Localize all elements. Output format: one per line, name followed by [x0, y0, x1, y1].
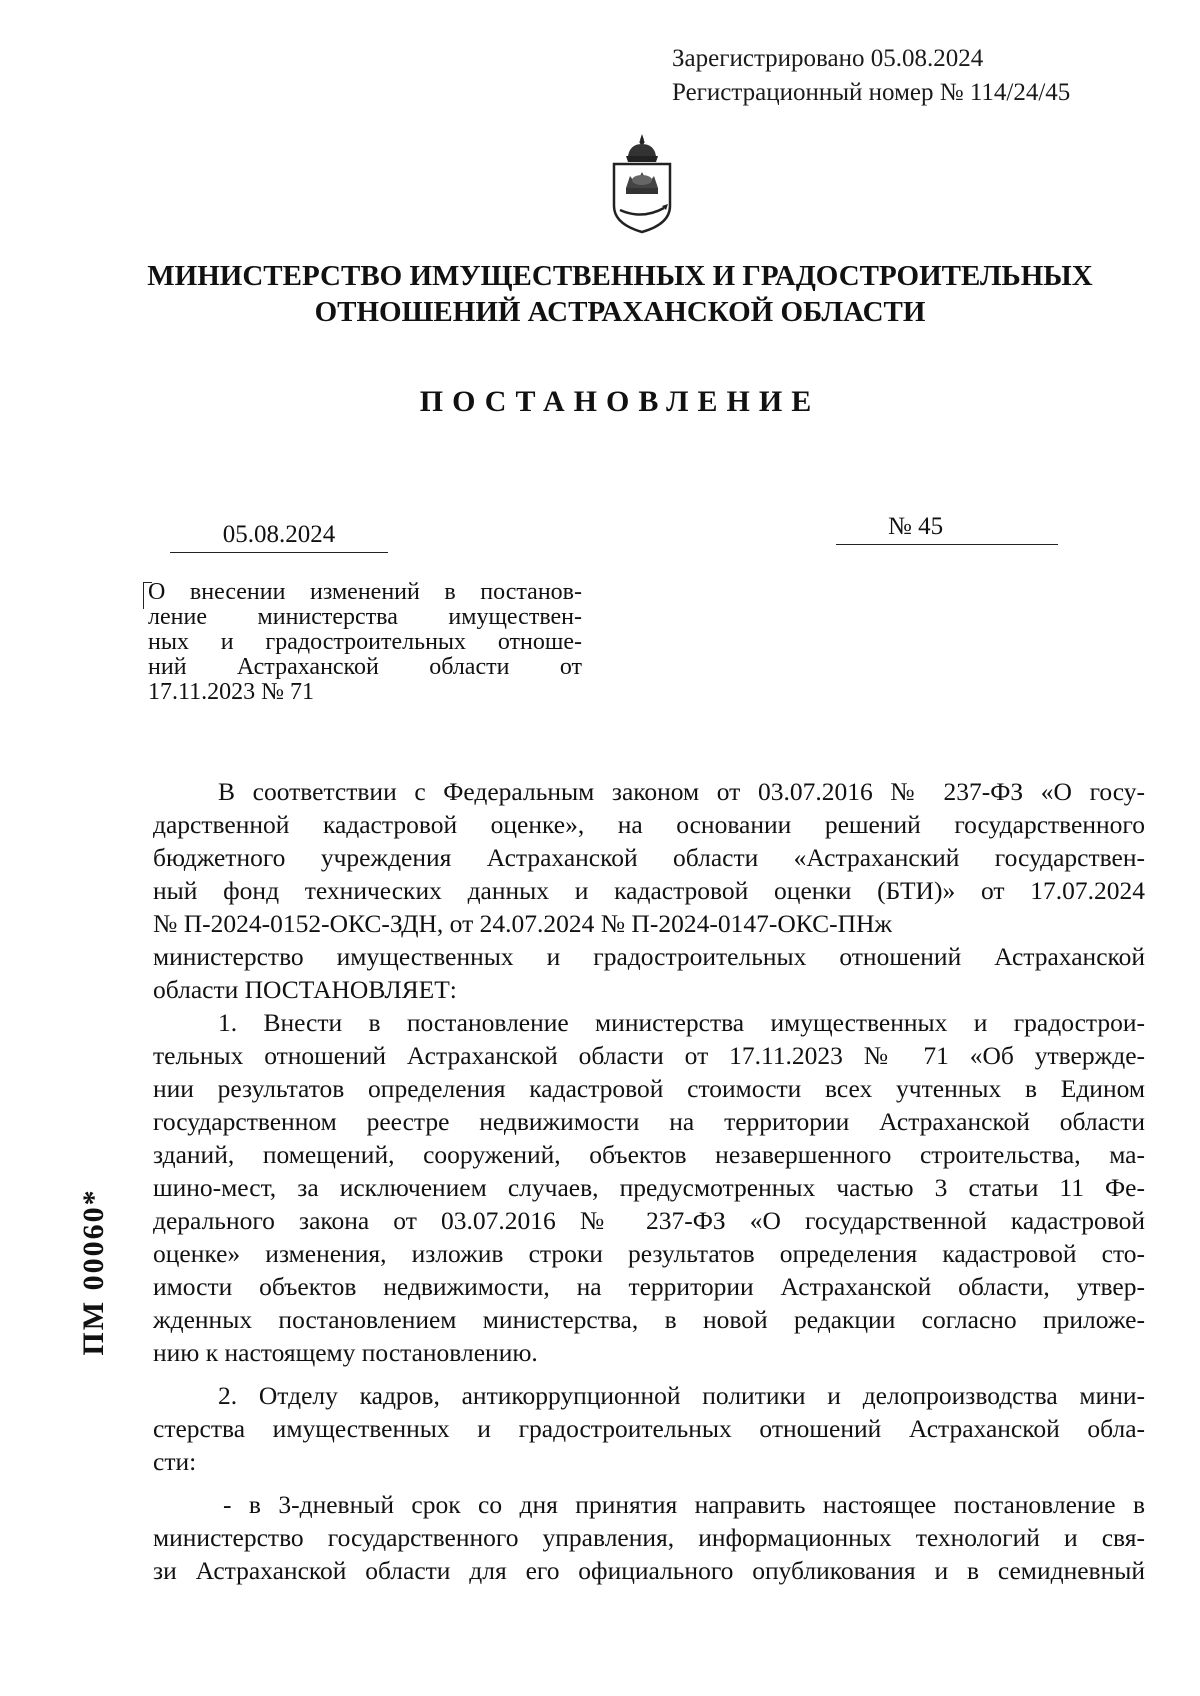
item-2-line: 2. Отделу кадров, антикоррупционной политики и делопроизводства мини-: [218, 1381, 1145, 1410]
preamble-line: № П-2024-0152-ОКС-ЗДН, от 24.07.2024 № П-2024-0147-ОКС-ПНж: [153, 909, 893, 938]
subject-line: ных и градостроительных отноше-: [148, 629, 582, 655]
document-date: 05.08.2024: [170, 518, 388, 553]
coat-of-arms-icon: [604, 132, 680, 236]
item-1-line: нию к настоящему постановлению.: [153, 1338, 538, 1367]
item-2-line: сти:: [153, 1447, 197, 1476]
ministry-heading-line-2: ОТНОШЕНИЙ АСТРАХАНСКОЙ ОБЛАСТИ: [314, 296, 926, 328]
registration-number: Регистрационный номер № 114/24/45: [672, 79, 1071, 106]
subject-line: О внесении изменений в постанов-: [148, 579, 582, 605]
item-1-line: 1. Внести в постановление министерства имущественных и градострои-: [218, 1008, 1145, 1037]
subject-line: 17.11.2023 № 71: [148, 679, 315, 705]
item-2-dash-line: зи Астраханской области для его официального опубликования и в семидневный: [153, 1556, 1145, 1585]
preamble-line: В соответствии с Федеральным законом от 03.07.2016 № 237-ФЗ «О госу-: [218, 777, 1145, 806]
side-form-code: ПМ 00060*: [77, 1188, 110, 1356]
item-2-line: стерства имущественных и градостроительных отношений Астраханской обла-: [153, 1414, 1145, 1443]
subject-line: ление министерства имуществен-: [148, 604, 582, 630]
document-number: № 45: [836, 510, 1058, 545]
preamble-line: области ПОСТАНОВЛЯЕТ:: [153, 975, 457, 1004]
registration-stamp: [672, 42, 1070, 110]
item-1-line: оценке» изменения, изложив строки результатов определения кадастровой сто-: [153, 1239, 1145, 1268]
ministry-heading-line-1: МИНИСТЕРСТВО ИМУЩЕСТВЕННЫХ И ГРАДОСТРОИТЕЛЬНЫХ: [147, 260, 1093, 292]
subject-line: ний Астраханской области от: [148, 654, 582, 680]
item-1-line: зданий, помещений, сооружений, объектов незавершенного строительства, ма-: [153, 1140, 1145, 1169]
preamble-line: бюджетного учреждения Астраханской области «Астраханский государствен-: [153, 843, 1145, 872]
ministry-heading: [120, 258, 1120, 330]
registration-date: Зарегистрировано 05.08.2024: [672, 45, 984, 72]
preamble-line: дарственной кадастровой оценке», на основании решений государственного: [153, 810, 1145, 839]
document-body: [153, 775, 1145, 1587]
item-1-line: государственном реестре недвижимости на территории Астраханской области: [153, 1107, 1145, 1136]
preamble-line: ный фонд технических данных и кадастровой оценки (БТИ)» от 17.07.2024: [153, 876, 1145, 905]
preamble-line: министерство имущественных и градостроительных отношений Астраханской: [153, 942, 1145, 971]
item-1-line: имости объектов недвижимости, на территории Астраханской области, утвер-: [153, 1272, 1145, 1301]
document-type-title: ПОСТАНОВЛЕНИЕ: [419, 385, 821, 418]
item-1-line: жденных постановлением министерства, в новой редакции согласно приложе-: [153, 1305, 1145, 1334]
item-1-line: шино-мест, за исключением случаев, предусмотренных частью 3 статьи 11 Фе-: [153, 1173, 1145, 1202]
item-1-line: дерального закона от 03.07.2016 № 237-ФЗ «О государственной кадастровой: [153, 1206, 1145, 1235]
item-2-dash-line: министерство государственного управления, информационных технологий и свя-: [153, 1523, 1145, 1552]
item-1-line: нии результатов определения кадастровой стоимости всех учтенных в Едином: [153, 1074, 1145, 1103]
document-subject: [148, 580, 582, 705]
item-2-dash-line: - в 3-дневный срок со дня принятия направить настоящее постановление в: [223, 1490, 1145, 1519]
item-1-line: тельных отношений Астраханской области от 17.11.2023 № 71 «Об утвержде-: [153, 1041, 1145, 1070]
